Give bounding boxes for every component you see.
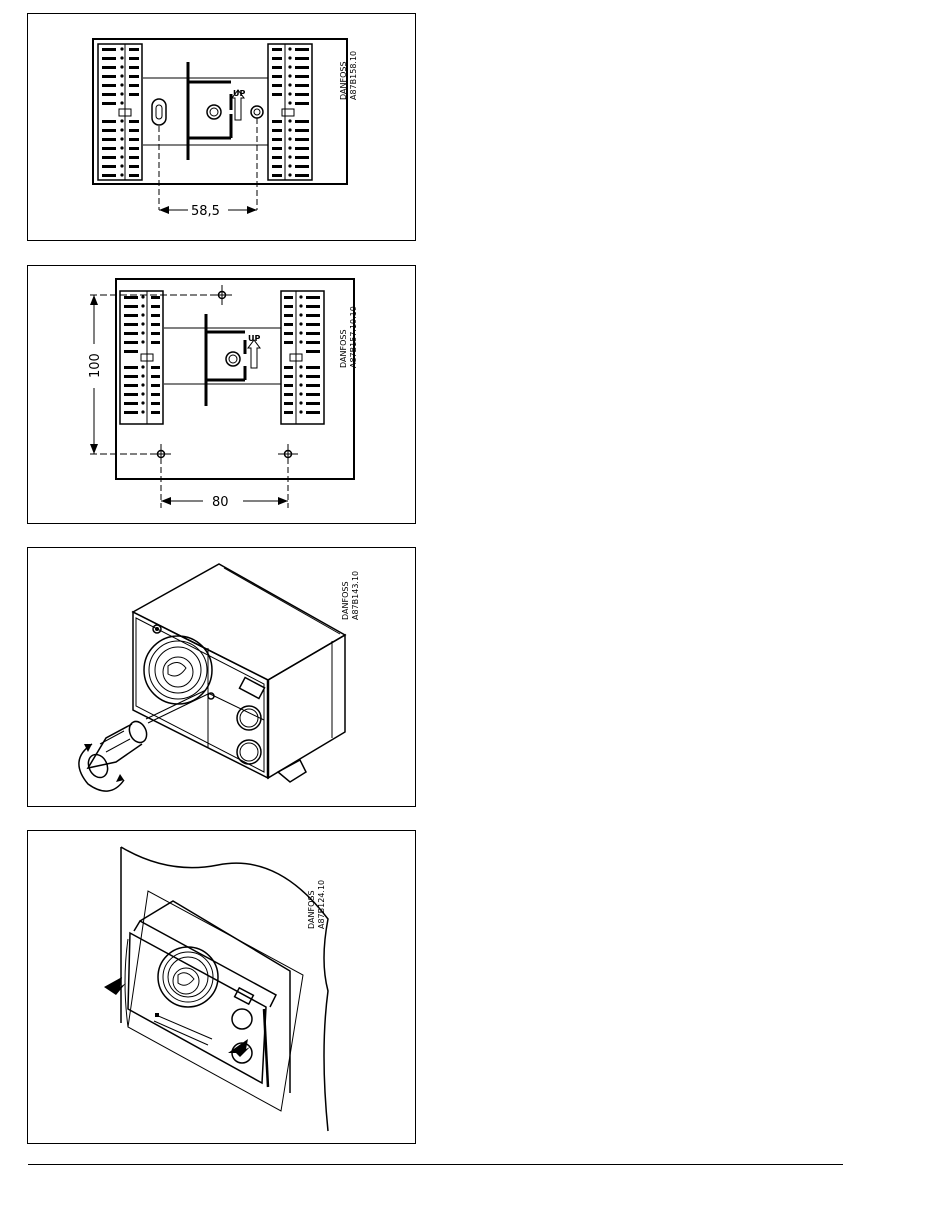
figure-brand-label: DANFOSS [339,329,348,368]
figure-panel-3 [27,547,416,807]
drilling-template-drawing [28,266,416,524]
base-mounting-drawing [28,14,416,241]
figure-brand-label: DANFOSS [341,581,350,620]
screwdriver-fastening-drawing [28,548,416,807]
dimension-100: 100 [88,353,103,378]
figure-panel-1 [27,13,416,241]
wall-mounting-drawing [28,831,416,1144]
figure-brand-label: DANFOSS [307,890,316,929]
figure-code-label: A87B124.10 [317,879,326,929]
figure-code-label: A87B143.10 [351,570,360,620]
dimension-80: 80 [212,495,229,510]
figure-code-label: A87B157.10.10 [349,306,358,368]
figure-brand-label: DANFOSS [339,61,348,100]
dimension-58-5: 58,5 [191,204,220,219]
up-label: UP [233,89,246,98]
up-label: UP [248,334,261,343]
figure-panel-2 [27,265,416,524]
figure-panel-4 [27,830,416,1144]
figure-code-label: A87B158.10 [349,50,358,100]
footer-rule [28,1164,843,1165]
